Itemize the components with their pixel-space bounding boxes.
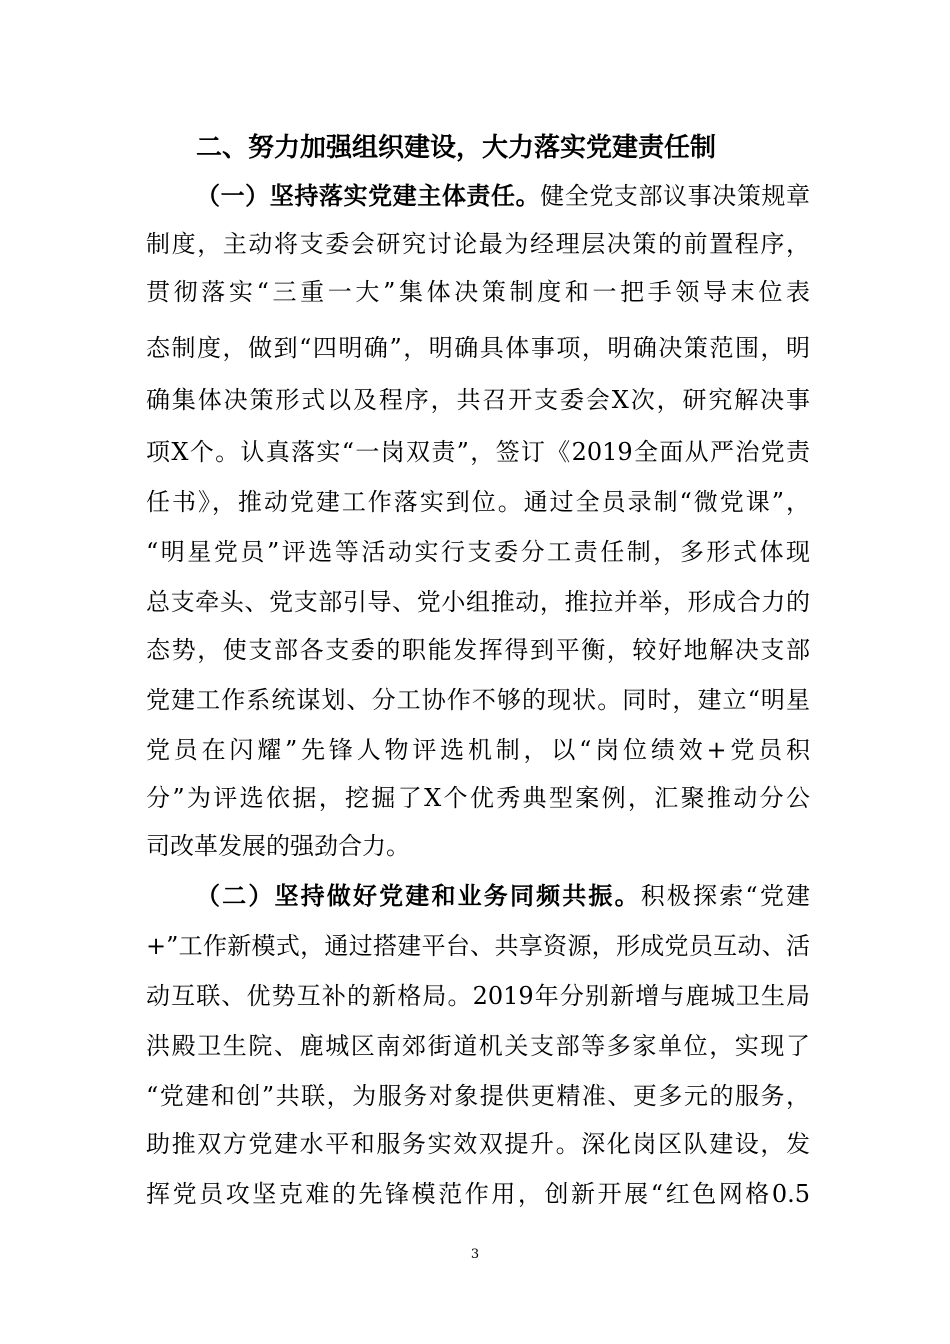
paragraph-1-line-1-text: 健全党支部议事决策规章 — [540, 182, 810, 210]
paragraph-1-line-5: 确集体决策形式以及程序，共召开支委会X次，研究解决事 — [146, 386, 810, 414]
paragraph-1-line-11: 党建工作系统谋划、分工协作不够的现状。同时，建立“明星 — [146, 686, 810, 714]
paragraph-1-line-3: 贯彻落实“三重一大”集体决策制度和一把手领导末位表 — [146, 278, 810, 306]
section-heading: 二、努力加强组织建设，大力落实党建责任制 — [196, 133, 717, 163]
paragraph-2-line-6: 助推双方党建水平和服务实效双提升。深化岗区队建设，发 — [146, 1130, 810, 1158]
paragraph-1-line-7: 任书》，推动党建工作落实到位。通过全员录制“微党课”， — [146, 488, 810, 516]
paragraph-2-line-1 — [196, 876, 810, 916]
paragraph-1-line-4: 态制度，做到“四明确”，明确具体事项，明确决策范围，明 — [146, 334, 810, 362]
paragraph-2-lead: （二）坚持做好党建和业务同频共振。 — [196, 881, 641, 910]
paragraph-1-line-2: 制度，主动将支委会研究讨论最为经理层决策的前置程序， — [146, 230, 810, 258]
paragraph-2-line-1-text: 积极探索“党建 — [640, 882, 810, 910]
paragraph-1-line-12: 党员在闪耀”先锋人物评选机制，以“岗位绩效+党员积 — [146, 736, 810, 764]
paragraph-1-line-10: 态势，使支部各支委的职能发挥得到平衡，较好地解决支部 — [146, 636, 810, 664]
page-number: 3 — [470, 1247, 480, 1262]
paragraph-1-line-9: 总支牵头、党支部引导、党小组推动，推拉并举，形成合力的 — [146, 588, 810, 616]
paragraph-2-line-2: +”工作新模式，通过搭建平台、共享资源，形成党员互动、活 — [146, 932, 810, 960]
paragraph-1-line-8: “明星党员”评选等活动实行支委分工责任制，多形式体现 — [146, 538, 810, 566]
paragraph-1-line-14: 司改革发展的强劲合力。 — [146, 832, 410, 860]
paragraph-1-line-13: 分”为评选依据，挖掘了X个优秀典型案例，汇聚推动分公 — [146, 784, 810, 812]
paragraph-2-line-3: 动互联、优势互补的新格局。2019年分别新增与鹿城卫生局 — [146, 982, 810, 1010]
paragraph-1-line-6: 项X个。认真落实“一岗双责”，签订《2019全面从严治党责 — [146, 438, 810, 466]
paragraph-1-line-1 — [196, 176, 810, 216]
paragraph-2-line-4: 洪殿卫生院、鹿城区南郊街道机关支部等多家单位，实现了 — [146, 1032, 810, 1060]
paragraph-2-line-5: “党建和创”共联，为服务对象提供更精准、更多元的服务， — [146, 1082, 810, 1110]
paragraph-1-lead: （一）坚持落实党建主体责任。 — [196, 181, 541, 210]
paragraph-2-line-7: 挥党员攻坚克难的先锋模范作用，创新开展“红色网格0.5 — [146, 1180, 810, 1208]
